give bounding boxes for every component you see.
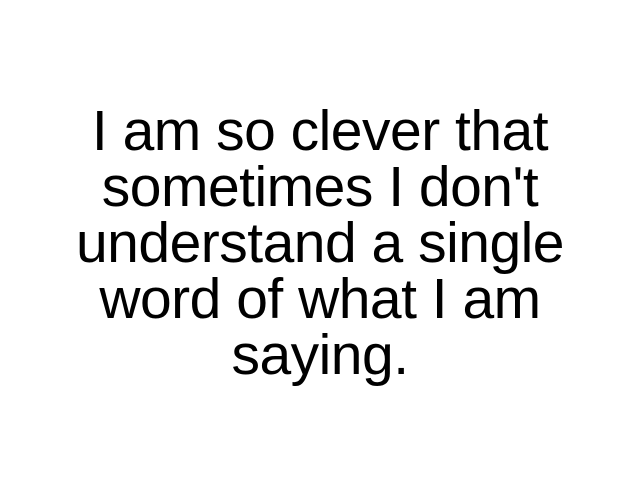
quote-line: word of what I am (99, 267, 541, 331)
quote-line: understand a single (75, 211, 565, 275)
quote-line: I am so clever that (91, 99, 549, 163)
quote-line: saying. (231, 323, 409, 387)
quote-text (0, 99, 640, 387)
quote-line: sometimes I don't (101, 155, 539, 219)
